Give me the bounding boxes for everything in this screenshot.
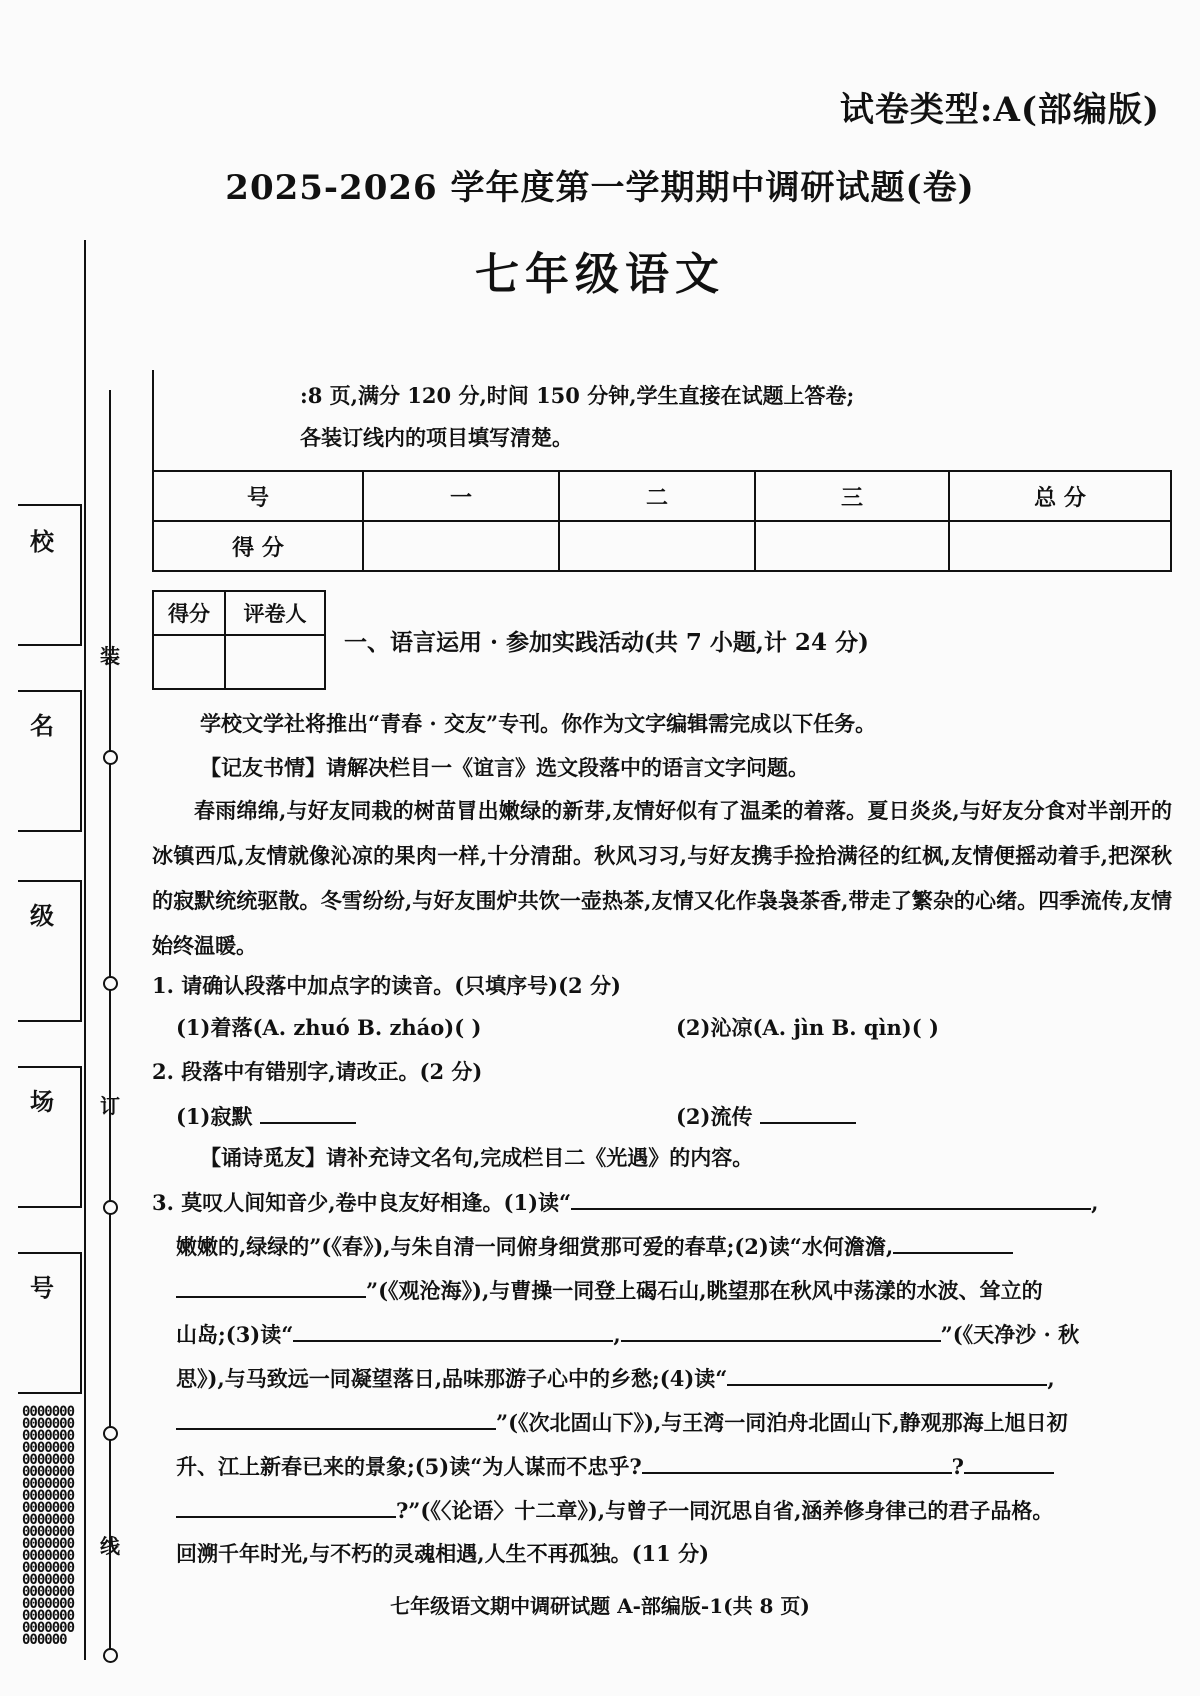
- q3-text: ,: [1091, 1190, 1099, 1215]
- q3-text: 3. 莫叹人间知音少,卷中良友好相逢。(1)读“: [152, 1190, 572, 1215]
- exam-type-label: 试卷类型:A(部编版): [839, 90, 1160, 130]
- binding-hole: [103, 1426, 118, 1441]
- answer-blank[interactable]: [176, 1494, 396, 1518]
- binding-hole: [103, 1648, 118, 1663]
- score-table-header-cell: 总 分: [949, 471, 1171, 521]
- task2-title: 【诵诗觅友】请补充诗文名句,完成栏目二《光遇》的内容。: [200, 1145, 754, 1170]
- grader-name-cell[interactable]: [225, 635, 325, 689]
- answer-blank[interactable]: [964, 1450, 1054, 1474]
- question-2-item-b: (2)流传: [676, 1104, 753, 1129]
- exam-title: 2025-2026 学年度第一学期期中调研试题(卷): [225, 168, 975, 208]
- subject-title: 七年级语文: [475, 249, 725, 300]
- grader-name-label: 评卷人: [225, 591, 325, 635]
- name-label: 名: [30, 711, 54, 740]
- score-table-header-cell: 号: [153, 471, 363, 521]
- q3-text: ?: [951, 1454, 964, 1479]
- score-table-header: [153, 471, 1171, 521]
- q3-text: 山岛;(3)读“: [176, 1322, 294, 1347]
- q3-text: 嫩嫩的,绿绿的”(《春》),与朱自清一同俯身细赏那可爱的春草;(2)读“水何澹澹,: [176, 1234, 894, 1259]
- answer-blank[interactable]: [727, 1362, 1047, 1386]
- grader-score-label: 得分: [153, 591, 225, 635]
- score-table-header-cell: 一: [363, 471, 559, 521]
- grader-score-cell[interactable]: [153, 635, 225, 689]
- q3-text: ,: [613, 1322, 621, 1347]
- score-cell-total[interactable]: [949, 521, 1171, 571]
- binding-cut-label: 装: [100, 644, 120, 668]
- score-cell-1[interactable]: [363, 521, 559, 571]
- q3-text: 思》),与马致远一同凝望落日,品味那游子心中的乡愁;(4)读“: [176, 1366, 728, 1391]
- answer-blank[interactable]: [176, 1406, 496, 1430]
- grader-box: [152, 590, 326, 690]
- q3-text: 升、江上新春已来的景象;(5)读“为人谋而不忠乎?: [176, 1454, 642, 1479]
- score-cell-2[interactable]: [559, 521, 755, 571]
- q3-text: ”(《次北固山下》),与王湾一同泊舟北固山下,静观那海上旭日初: [496, 1410, 1068, 1435]
- binding-hole: [103, 1200, 118, 1215]
- page-footer: 七年级语文期中调研试题 A-部编版-1(共 8 页): [390, 1594, 810, 1618]
- q3-text: 回溯千年时光,与不朽的灵魂相遇,人生不再孤独。(11 分): [176, 1541, 710, 1566]
- class-label: 级: [30, 901, 54, 930]
- score-table-header-cell: 二: [559, 471, 755, 521]
- answer-blank[interactable]: [642, 1450, 952, 1474]
- answer-blank[interactable]: [571, 1186, 1091, 1210]
- binding-cut-label: 线: [100, 1534, 120, 1558]
- exam-room-label: 场: [30, 1087, 54, 1116]
- binding-cut-label: 订: [100, 1094, 120, 1118]
- score-table-row: [153, 521, 1171, 571]
- question-1-option-b: (2)沁凉(A. jìn B. qìn)( ): [676, 1015, 939, 1040]
- score-cell-3[interactable]: [755, 521, 949, 571]
- score-table: [152, 470, 1172, 572]
- answer-blank[interactable]: [621, 1318, 941, 1342]
- answer-blank[interactable]: [176, 1274, 366, 1298]
- question-2-stem: 2. 段落中有错别字,请改正。(2 分): [152, 1059, 483, 1084]
- answer-blank[interactable]: [760, 1100, 856, 1124]
- seat-fill-pattern: 0000000000000000000000000000000000000000000000000000000000000000000000000000000000000000000000000000000000000000000000000000000000000000000: [22, 1404, 75, 1648]
- exam-note-2: 各装订线内的项目填写清楚。: [300, 425, 573, 450]
- answer-blank[interactable]: [293, 1318, 613, 1342]
- q3-text: ?”(《〈论语〉十二章》),与曾子一同沉思自省,涵养修身律己的君子品格。: [396, 1498, 1054, 1523]
- section-one-heading: 一、语言运用 · 参加实践活动(共 7 小题,计 24 分): [344, 629, 869, 656]
- task1-title: 【记友书情】请解决栏目一《谊言》选文段落中的语言文字问题。: [200, 755, 809, 780]
- q3-text: ,: [1047, 1366, 1055, 1391]
- binding-hole: [103, 976, 118, 991]
- exam-note-1: :8 页,满分 120 分,时间 150 分钟,学生直接在试题上答卷;: [300, 383, 855, 408]
- score-row-label: 得 分: [153, 521, 363, 571]
- score-table-header-cell: 三: [755, 471, 949, 521]
- question-1-stem: 1. 请确认段落中加点字的读音。(只填序号)(2 分): [152, 973, 621, 998]
- q3-text: ”(《天净沙 · 秋: [940, 1322, 1080, 1347]
- intro-text: 学校文学社将推出“青春 · 交友”专刊。你作为文字编辑需完成以下任务。: [200, 711, 877, 736]
- q3-text: ”(《观沧海》),与曹操一同登上碣石山,眺望那在秋风中荡漾的水波、耸立的: [366, 1278, 1043, 1303]
- answer-blank[interactable]: [260, 1100, 356, 1124]
- answer-blank[interactable]: [893, 1230, 1013, 1254]
- question-2-item-a: (1)寂默: [176, 1104, 253, 1129]
- seat-number-label: 号: [30, 1273, 54, 1302]
- question-1-option-a: (1)着落(A. zhuó B. zháo)( ): [176, 1015, 482, 1040]
- passage: 春雨绵绵,与好友同栽的树苗冒出嫩绿的新芽,友情好似有了温柔的着落。夏日炎炎,与好友分食对半剖开的冰镇西瓜,友情就像沁凉的果肉一样,十分清甜。秋风习习,与好友携手捡拾满径的红枫,友情便摇动着手,把深秋的寂默统统驱散。冬雪纷纷,与好友围炉共饮一壶热茶,友情又化作袅袅茶香,带走了繁杂的心绪。四季流传,友情始终温暖。: [152, 798, 1172, 958]
- binding-hole: [103, 750, 118, 765]
- school-label: 校: [30, 527, 54, 556]
